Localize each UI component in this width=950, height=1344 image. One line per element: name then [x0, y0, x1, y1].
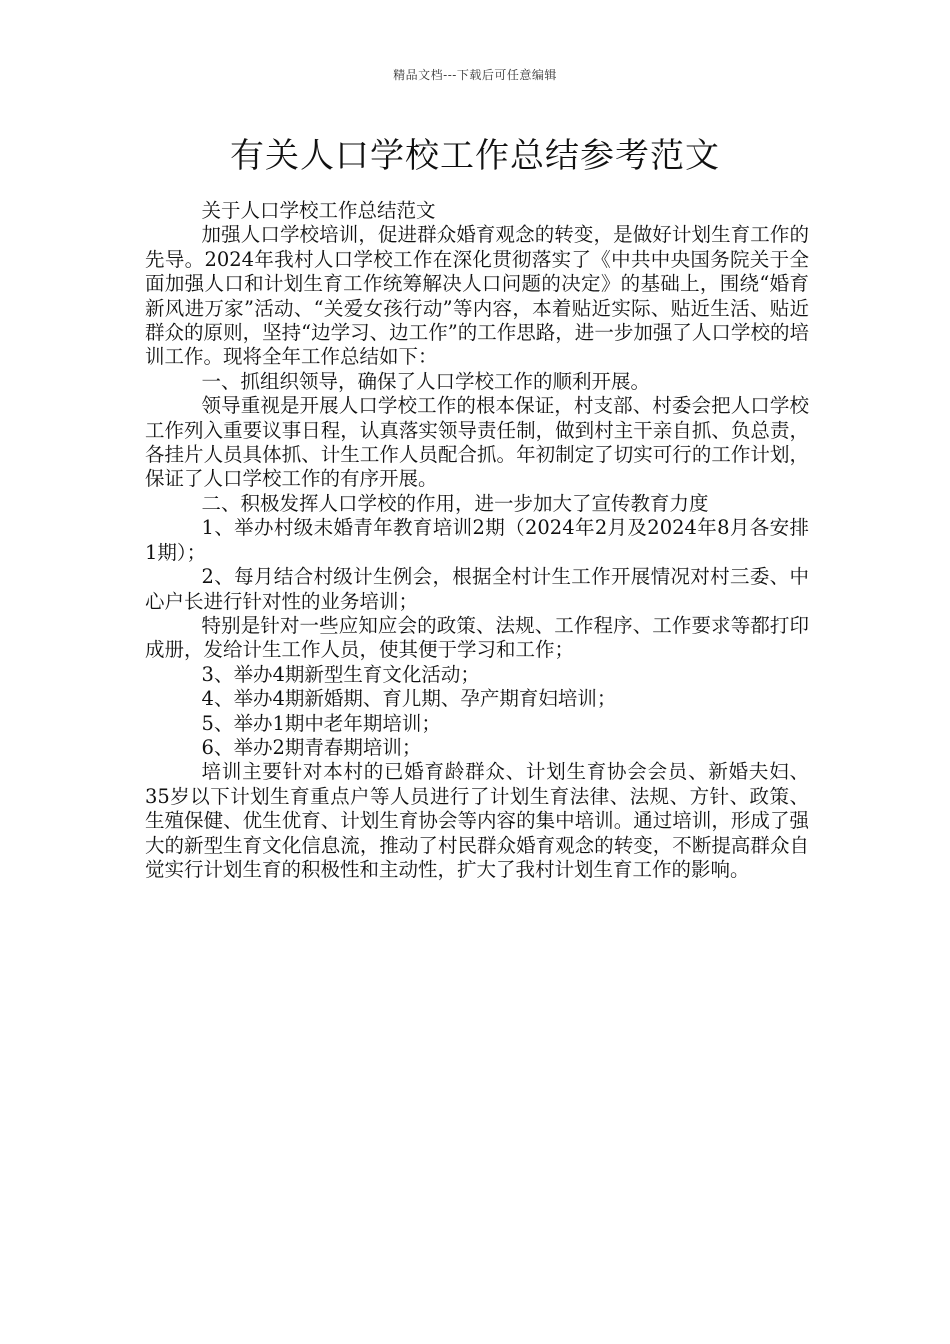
list-item-3: 3、举办4期新型生育文化活动； — [201, 662, 480, 686]
paragraph-intro: 加强人口学校培训，促进群众婚育观念的转变，是做好计划生育工作的先导。2024年我村人口学校工作在深化贯彻落实了《中共中央国务院关于全面加强人口和计划生育工作统筹解决人口问题的决定》的基础上，围绕“婚育新风进万家”活动、“关爱女孩行动”等内容，本着贴近实际、贴近生活、贴近群众的原则，坚持“边学习、边工作”的工作思路，进一步加强了人口学校的培训工作。现将全年工作总结如下： — [145, 223, 809, 369]
paragraph-subtitle: 关于人口学校工作总结范文 — [201, 199, 436, 222]
paragraph-training-summary: 培训主要针对本村的已婚育龄群众、计划生育协会会员、新婚夫妇、35岁以下计划生育重点户等人员进行了计划生育法律、法规、方针、政策、生殖保健、优生优育、计划生育协会等内容的集中培训。通过培训，形成了强大的新型生育文化信息流，推动了村民群众婚育观念的转变，不断提高群众自觉实行计划生育的积极性和主动性，扩大了我村计划生育工作的影响。 — [145, 760, 809, 881]
list-item-1: 1、举办村级未婚青年教育培训2期（2024年2月及2024年8月各安排1期）； — [145, 516, 809, 564]
list-item-4: 4、举办4期新婚期、育儿期、孕产期育妇培训； — [201, 687, 617, 711]
list-item-2: 2、每月结合村级计生例会，根据全村计生工作开展情况对村三委、中心户长进行针对性的业务培训； — [145, 565, 809, 613]
list-item-5: 5、举办1期中老年期培训； — [201, 711, 441, 735]
page-header: 精品文档---下载后可任意编辑 — [393, 68, 557, 82]
paragraph-leadership: 领导重视是开展人口学校工作的根本保证，村支部、村委会把人口学校工作列入重要议事日程，认真落实领导责任制，做到村主干亲自抓、负总责，各挂片人员具体抓、计生工作人员配合抓。年初制定了切实可行的工作计划，保证了人口学校工作的有序开展。 — [145, 394, 809, 491]
section-heading-1: 一、抓组织领导，确保了人口学校工作的顺利开展。 — [201, 369, 651, 393]
list-item-6: 6、举办2期青春期培训； — [201, 735, 422, 759]
document-body — [145, 199, 809, 882]
section-heading-2: 二、积极发挥人口学校的作用，进一步加大了宣传教育力度 — [201, 491, 709, 515]
paragraph-special: 特别是针对一些应知应会的政策、法规、工作程序、工作要求等都打印成册，发给计生工作人员，使其便于学习和工作； — [145, 613, 809, 662]
document-title: 有关人口学校工作总结参考范文 — [230, 136, 720, 176]
